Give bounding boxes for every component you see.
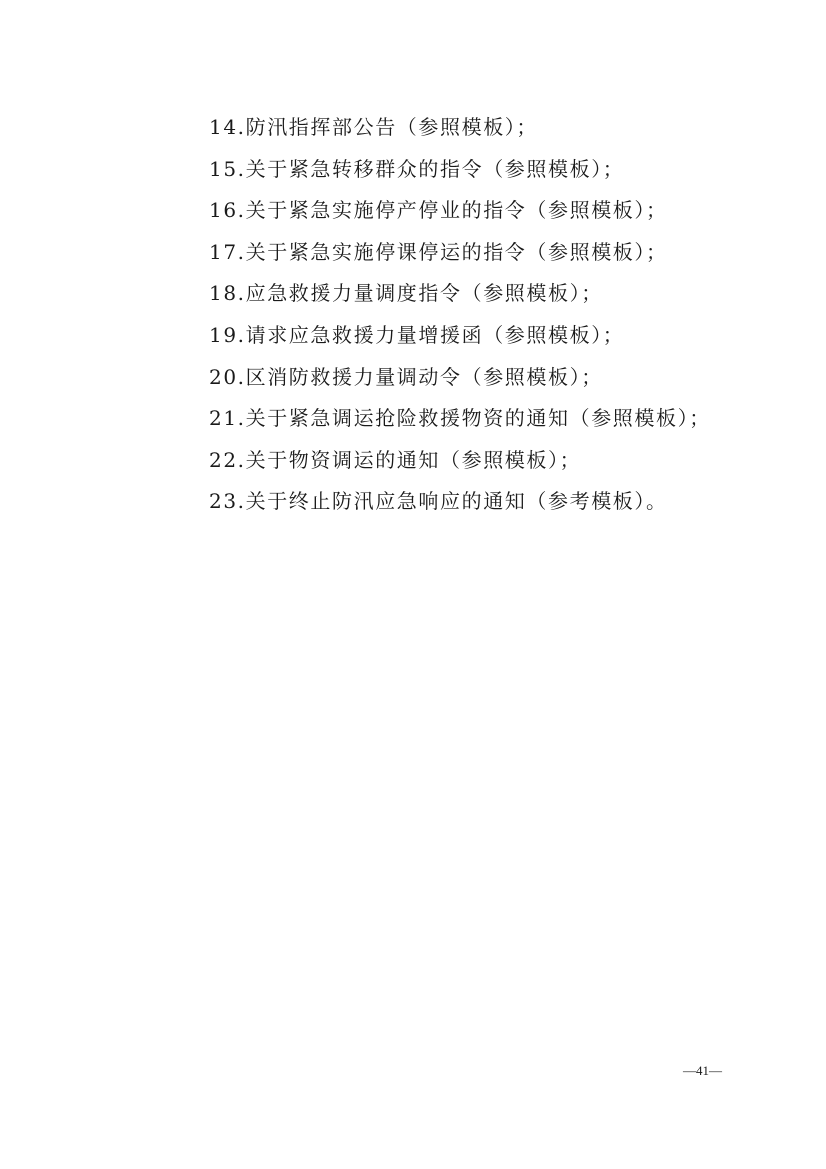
list-item: 19.请求应急救援力量增援函（参照模板）； <box>209 322 625 347</box>
list-item: 22.关于物资调运的通知（参照模板）； <box>209 447 582 472</box>
list-item: 15.关于紧急转移群众的指令（参照模板）； <box>209 156 625 181</box>
list-item: 14.防汛指挥部公告（参照模板）； <box>209 115 539 139</box>
list-item: 18.应急救援力量调度指令（参照模板）； <box>209 281 603 306</box>
list-item: 16.关于紧急实施停产停业的指令（参照模板）； <box>209 198 668 223</box>
list-item: 21.关于紧急调运抢险救援物资的通知（参照模板）； <box>209 406 711 431</box>
list-item: 20.区消防救援力量调动令（参照模板）； <box>209 364 603 389</box>
list-item: 23.关于终止防汛应急响应的通知（参考模板）。 <box>209 489 668 514</box>
attachment-list <box>209 107 711 523</box>
page-number: —41— <box>683 1063 722 1078</box>
list-item: 17.关于紧急实施停课停运的指令（参照模板）； <box>209 239 668 264</box>
